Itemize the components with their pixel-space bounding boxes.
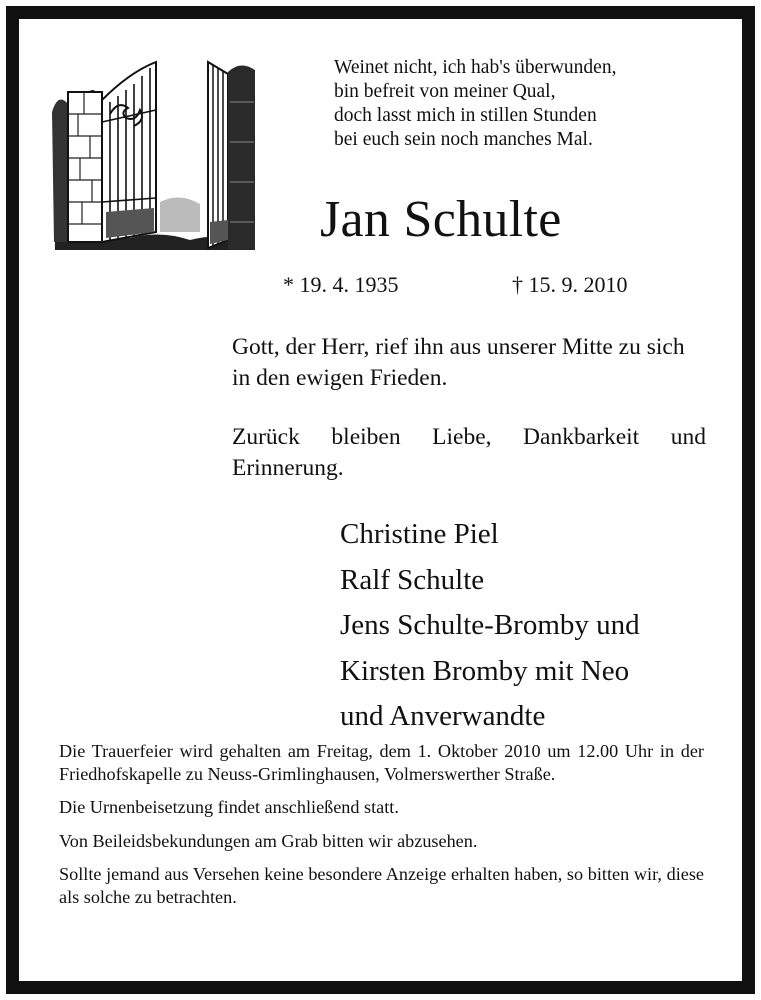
funeral-notes	[59, 740, 704, 919]
verse-line: bin befreit von meiner Qual,	[334, 81, 556, 102]
memorial-paragraph: Gott, der Herr, rief ihn aus unserer Mitte zu sich in den ewigen Frieden.	[232, 334, 685, 391]
deceased-name: Jan Schulte	[320, 191, 562, 248]
mourner-name: Kirsten Bromby mit Neo	[340, 654, 630, 687]
verse-line: Weinet nicht, ich hab's überwunden,	[334, 57, 617, 78]
verse-line: bei euch sein noch manches Mal.	[334, 129, 593, 150]
notice-note: Sollte jemand aus Versehen keine besondere Anzeige erhalten haben, so bitten wir, diese als solche zu betrachten.	[59, 864, 704, 907]
funeral-service-note: Die Trauerfeier wird gehalten am Freitag, dem 1. Oktober 2010 um 12.00 Uhr in der Friedhofskapelle zu Neuss-Grimlinghausen, Volmerswerther Straße.	[59, 741, 704, 784]
gate-illustration-icon	[50, 52, 258, 252]
birth-date: * 19. 4. 1935	[283, 272, 399, 297]
mourner-name: Ralf Schulte	[340, 563, 485, 596]
mourner-name: Christine Piel	[340, 518, 499, 550]
death-date: † 15. 9. 2010	[512, 272, 628, 297]
mourner-name: Jens Schulte-Bromby und	[340, 609, 640, 641]
mourners-list	[340, 512, 640, 740]
poem-verse	[334, 56, 714, 152]
urn-burial-note: Die Urnenbeisetzung findet anschließend statt.	[59, 797, 399, 817]
memorial-paragraph: Zurück bleiben Liebe, Dankbarkeit und Erinnerung.	[232, 424, 706, 481]
condolences-note: Von Beileidsbekundungen am Grab bitten wir abzusehen.	[59, 830, 478, 851]
verse-line: doch lasst mich in stillen Stunden	[334, 105, 597, 126]
mourner-name: und Anverwandte	[340, 700, 546, 732]
